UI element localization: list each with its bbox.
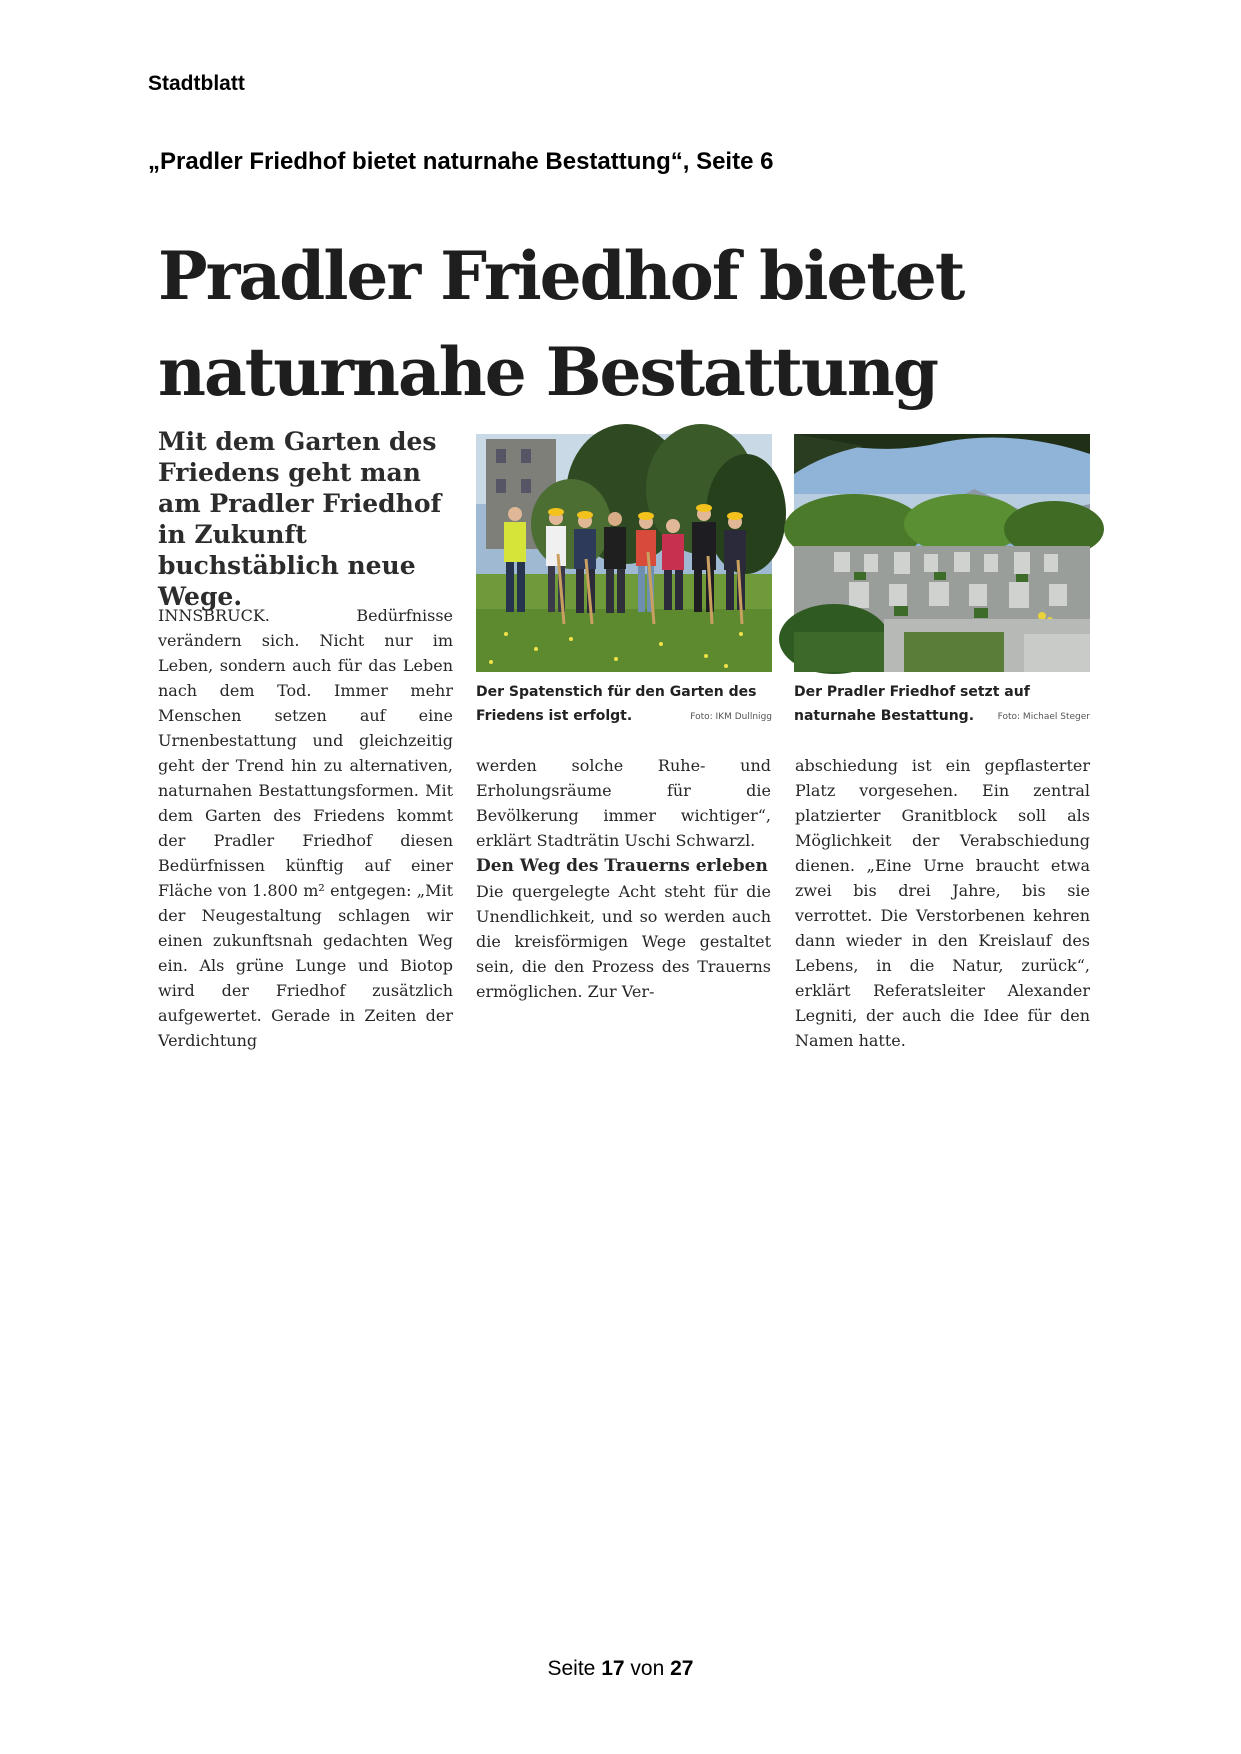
photo-credit-2: Foto: Michael Steger xyxy=(997,712,1090,722)
newspaper-clipping xyxy=(158,228,1090,1050)
photo-cemetery xyxy=(794,434,1090,672)
column-2-text-continued: Die quergelegte Acht steht für die Unendlichkeit, und so werden auch die kreisförmigen Wege gestaltet sein, die den Prozess des Trauerns ermöglichen. Zur Ver- xyxy=(476,882,771,1001)
source-label: Stadtblatt xyxy=(148,72,245,95)
document-title: „Pradler Friedhof bietet naturnahe Bestattung“, Seite 6 xyxy=(148,148,774,175)
article-headline xyxy=(158,228,1088,420)
cemetery-photo-illustration xyxy=(794,434,1090,672)
footer-page-total: 27 xyxy=(670,1657,694,1680)
caption-2-text: Der Pradler Friedhof setzt auf naturnahe Bestattung. xyxy=(794,684,1030,724)
headline-line-1: Pradler Friedhof bietet xyxy=(158,237,964,315)
article-subhead: Den Weg des Trauerns erleben xyxy=(476,856,768,876)
article-lead: Mit dem Garten des Friedens geht man am Pradler Friedhof in Zukunft buchstäblich neue Wege. xyxy=(158,427,442,611)
article-column-2 xyxy=(476,753,771,1023)
photo-credit-1: Foto: IKM Dullnigg xyxy=(690,712,772,722)
article-column-1 xyxy=(158,603,453,1050)
article-column-3 xyxy=(795,753,1090,1050)
photo-caption-2 xyxy=(794,680,1090,729)
groundbreaking-photo-illustration xyxy=(476,434,772,672)
page-footer xyxy=(0,1657,1241,1681)
column-1-text: INNSBRUCK. Bedürfnisse verändern sich. Nicht nur im Leben, sondern auch für das Leben nach dem Tod. Immer mehr Menschen setzen auf eine Urnenbestattung und gleichzeitig geht der Trend hin zu alternativen, naturnahen Bestattungsformen. Mit dem Garten des Friedens kommt der Pradler Friedhof diesen Bedürfnissen künftig auf einer Fläche von 1.800 m² entgegen: „Mit der Neugestaltung schlagen wir einen zukunftsnah gedachten Weg ein. Als grüne Lunge und Biotop wird der Friedhof zusätzlich aufgewertet. Gerade in Zeiten der Verdichtung xyxy=(158,606,453,1050)
photo-groundbreaking xyxy=(476,434,772,672)
headline-line-2: naturnahe Bestattung xyxy=(158,333,937,411)
footer-middle: von xyxy=(630,1657,665,1680)
photo-caption-1 xyxy=(476,680,772,729)
column-2-text: werden solche Ruhe- und Erholungsräume für die Bevölkerung immer wichtiger“, erklärt Stadträtin Uschi Schwarzl. xyxy=(476,756,771,850)
footer-page-number: 17 xyxy=(601,1657,625,1680)
column-3-text: abschiedung ist ein gepflasterter Platz vorgesehen. Ein zentral platzierter Granitblock soll als Möglichkeit der Verabschiedung dienen. „Eine Urne braucht etwa zwei bis drei Jahre, bis sie verrottet. Die Verstorbenen kehren dann wieder in den Kreislauf des Lebens, in die Natur, zurück“, erklärt Referatsleiter Alexander Legniti, der auch die Idee für den Namen hatte. xyxy=(795,756,1090,1050)
footer-prefix: Seite xyxy=(547,1657,596,1680)
caption-1-text: Der Spatenstich für den Garten des Friedens ist erfolgt. xyxy=(476,684,757,724)
